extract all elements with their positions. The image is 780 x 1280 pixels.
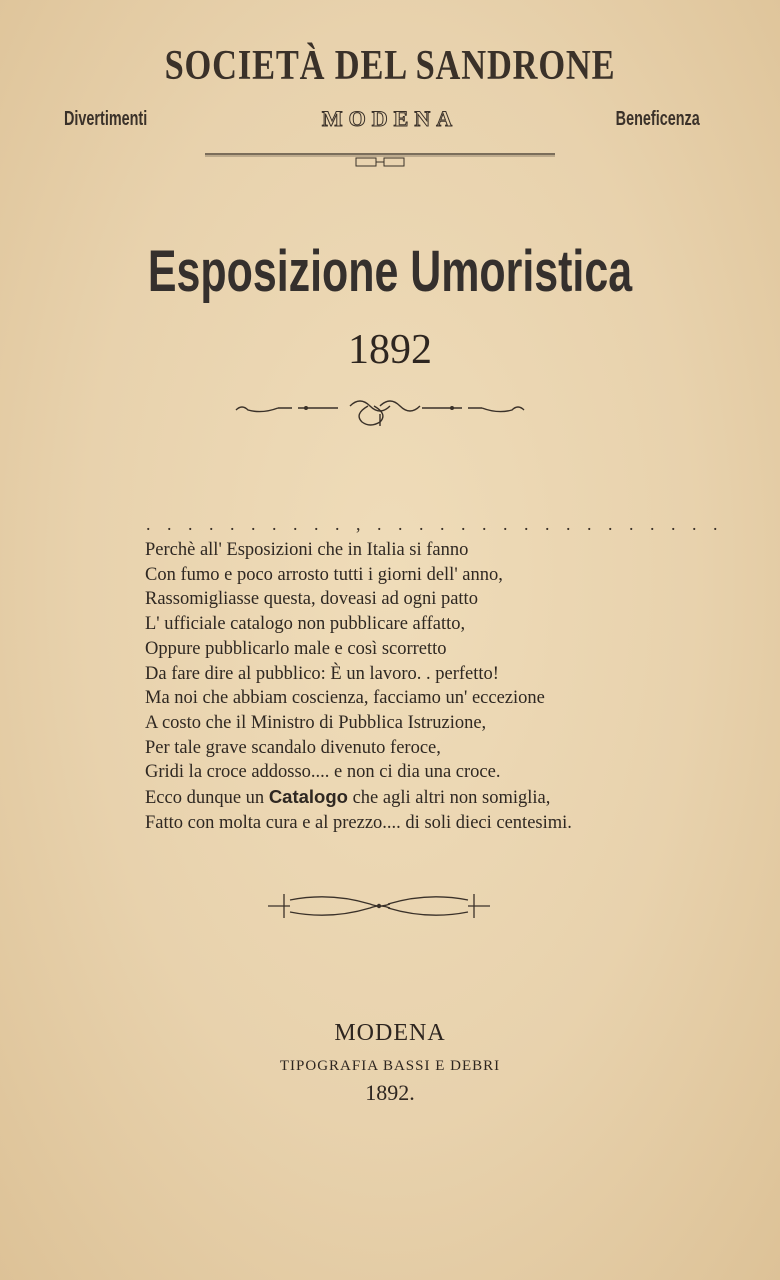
imprint-printer: TIPOGRAFIA BASSI E DEBRI	[279, 1058, 501, 1074]
poem-line: Oppure pubblicarlo male e così scorretto	[145, 638, 447, 659]
poem-line: Da fare dire al pubblico: È un lavoro. . perfetto!	[145, 663, 499, 684]
left-motto: Divertimenti	[64, 108, 148, 130]
exhibition-year: 1892	[348, 327, 432, 373]
ellipsis-dots: . . . . . . . . . . , . . . . . . . . . . . . . . . . .	[146, 514, 724, 534]
poem-line: Ma noi che abbiam coscienza, facciamo un' eccezione	[145, 688, 545, 709]
poem-line-start: Ecco dunque un	[145, 788, 269, 809]
poem-line: A costo che il Ministro di Pubblica Istruzione,	[145, 712, 487, 733]
poem-line-catalogo	[145, 785, 645, 811]
poem-line: Per tale grave scandalo divenuto feroce,	[145, 737, 441, 758]
imprint-city: MODENA	[334, 1020, 446, 1046]
imprint-year: 1892.	[365, 1080, 415, 1105]
exhibition-title: Esposizione Umoristica	[147, 239, 633, 304]
poem-line: L' ufficiale catalogo non pubblicare affatto,	[145, 614, 466, 635]
title-flourish-ornament	[0, 392, 780, 442]
header-city: MODENA	[321, 106, 459, 131]
poem-line: Rassomigliasse questa, doveasi ad ogni patto	[145, 589, 478, 610]
catalogo-word: Catalogo	[268, 786, 348, 808]
poem-line-end: che agli altri non somiglia,	[347, 788, 551, 809]
poem-block	[145, 538, 645, 835]
header-rule-ornament	[0, 146, 780, 170]
poem-line: Gridi la croce addosso.... e non ci dia una croce.	[145, 762, 501, 783]
poem-line: Fatto con molta cura e al prezzo.... di soli dieci centesimi.	[145, 812, 572, 833]
closing-flourish-ornament	[0, 880, 780, 930]
poem-line: Perchè all' Esposizioni che in Italia si fanno	[145, 540, 469, 560]
society-name: SOCIETÀ DEL SANDRONE	[164, 43, 616, 89]
poem-line: Con fumo e poco arrosto tutti i giorni dell' anno,	[145, 564, 503, 585]
right-motto: Beneficenza	[615, 108, 700, 130]
